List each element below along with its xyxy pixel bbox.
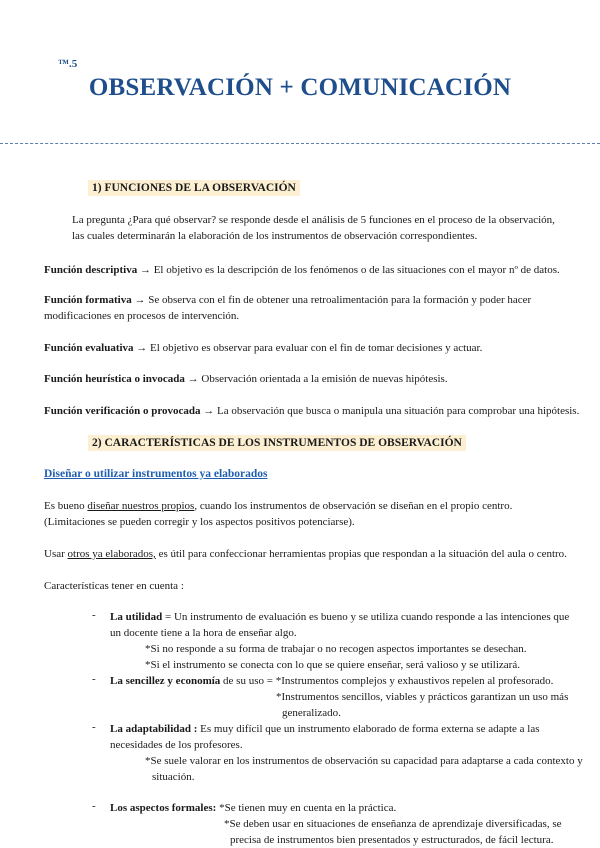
section2-subheading-wrap bbox=[44, 464, 268, 482]
list-item-note: *Se deben usar en situaciones de enseñanza de aprendizaje diversificadas, se bbox=[224, 818, 562, 830]
section2-heading: 2) CARACTERÍSTICAS DE LOS INSTRUMENTOS DE OBSERVACIÓN bbox=[88, 435, 466, 451]
list-dash: - bbox=[92, 721, 96, 733]
arrow-icon: → bbox=[137, 264, 154, 276]
item-name: La utilidad bbox=[110, 611, 163, 623]
list-dash: - bbox=[92, 800, 96, 812]
list-item-note: situación. bbox=[152, 771, 195, 783]
function-descriptiva bbox=[44, 262, 560, 278]
text-fragment: Es bueno bbox=[44, 500, 88, 512]
function-text: Observación orientada a la emisión de nuevas hipótesis. bbox=[201, 373, 448, 385]
list-dash: - bbox=[92, 609, 96, 621]
list-dash: - bbox=[92, 673, 96, 685]
text-fragment: , cuando los instrumentos de observación se diseñan en el propio centro. bbox=[194, 500, 513, 512]
section1-intro-line2: las cuales determinarán la elaboración de los instrumentos de observación correspondientes. bbox=[72, 230, 478, 242]
function-evaluativa bbox=[44, 340, 482, 356]
page-title: OBSERVACIÓN + COMUNICACIÓN bbox=[88, 74, 512, 101]
function-heuristica bbox=[44, 371, 448, 387]
paragraph-existing bbox=[44, 546, 567, 562]
function-formativa-line2: modificaciones en procesos de intervención. bbox=[44, 310, 240, 322]
item-lead: *Se tienen muy en cuenta en la práctica. bbox=[216, 802, 397, 814]
function-name: Función descriptiva bbox=[44, 264, 138, 276]
list-item-formales bbox=[110, 800, 396, 816]
section1-intro-line1: La pregunta ¿Para qué observar? se responde desde el análisis de 5 funciones en el proceso de la observación, bbox=[72, 214, 555, 226]
list-item-note: *Si no responde a su forma de trabajar o no recogen aspectos importantes se desechan. bbox=[145, 643, 527, 655]
paragraph-own-design bbox=[44, 498, 512, 514]
item-name: Los aspectos formales: bbox=[110, 802, 217, 814]
list-item-note: *Se suele valorar en los instrumentos de observación su capacidad para adaptarse a cada contexto y bbox=[145, 755, 583, 767]
function-text: La observación que busca o manipula una situación para comprobar una hipótesis. bbox=[217, 405, 580, 417]
item-lead: de su uso = *Instrumentos complejos y exhaustivos repelen al profesorado. bbox=[220, 675, 554, 687]
characteristics-intro: Características tener en cuenta : bbox=[44, 580, 184, 592]
function-name: Función evaluativa bbox=[44, 342, 134, 354]
list-item-adaptabilidad bbox=[110, 721, 540, 737]
function-text: El objetivo es observar para evaluar con el fin de tomar decisiones y actuar. bbox=[150, 342, 483, 354]
item-lead: = Un instrumento de evaluación es bueno y se utiliza cuando responde a las intenciones que bbox=[162, 611, 570, 623]
function-text: Se observa con el fin de obtener una retroalimentación para la formación y poder hacer bbox=[148, 294, 532, 306]
section1-heading: 1) FUNCIONES DE LA OBSERVACIÓN bbox=[88, 180, 300, 196]
function-text: El objetivo es la descripción de los fenómenos o de las situaciones con el mayor nº de datos. bbox=[153, 264, 560, 276]
list-item-note: precisa de instrumentos bien presentados y estructurados, de fácil lectura. bbox=[230, 834, 554, 846]
dashed-divider bbox=[0, 143, 600, 144]
underlined-phrase: diseñar nuestros propios bbox=[87, 500, 195, 512]
underlined-phrase: otros ya elaborados, bbox=[67, 548, 156, 560]
function-verificacion bbox=[44, 403, 579, 419]
list-item-note: *Instrumentos sencillos, viables y prácticos garantizan un uso más bbox=[276, 691, 569, 703]
arrow-icon: → bbox=[200, 405, 218, 417]
section2-subheading: Diseñar o utilizar instrumentos ya elaborados bbox=[44, 468, 268, 480]
arrow-icon: → bbox=[184, 373, 202, 385]
list-item-adaptabilidad-line2: necesidades de los profesores. bbox=[110, 739, 243, 751]
document-mark: ™.5 bbox=[58, 58, 78, 70]
item-name: La adaptabilidad : bbox=[110, 723, 198, 735]
list-item-utilidad-line2: un docente tiene a la hora de enseñar algo. bbox=[110, 627, 297, 639]
section1-heading-wrap bbox=[88, 178, 300, 196]
text-fragment: es útil para confeccionar herramientas propias que respondan a la situación del aula o centro. bbox=[155, 548, 567, 560]
item-name: La sencillez y economía bbox=[110, 675, 221, 687]
function-name: Función verificación o provocada bbox=[44, 405, 201, 417]
arrow-icon: → bbox=[131, 294, 149, 306]
list-item-note: generalizado. bbox=[282, 707, 341, 719]
section2-heading-wrap bbox=[88, 433, 466, 451]
function-formativa bbox=[44, 292, 531, 308]
function-name: Función formativa bbox=[44, 294, 132, 306]
function-name: Función heurística o invocada bbox=[44, 373, 185, 385]
list-item-utilidad bbox=[110, 609, 569, 625]
list-item-note: *Si el instrumento se conecta con lo que se quiere enseñar, será valioso y se utilizará. bbox=[145, 659, 520, 671]
paragraph-own-design-line2: (Limitaciones se pueden corregir y los aspectos positivos potenciarse). bbox=[44, 516, 355, 528]
list-item-sencillez bbox=[110, 673, 553, 689]
text-fragment: Usar bbox=[44, 548, 68, 560]
arrow-icon: → bbox=[133, 342, 151, 354]
item-lead: Es muy difícil que un instrumento elaborado de forma externa se adapte a las bbox=[197, 723, 540, 735]
